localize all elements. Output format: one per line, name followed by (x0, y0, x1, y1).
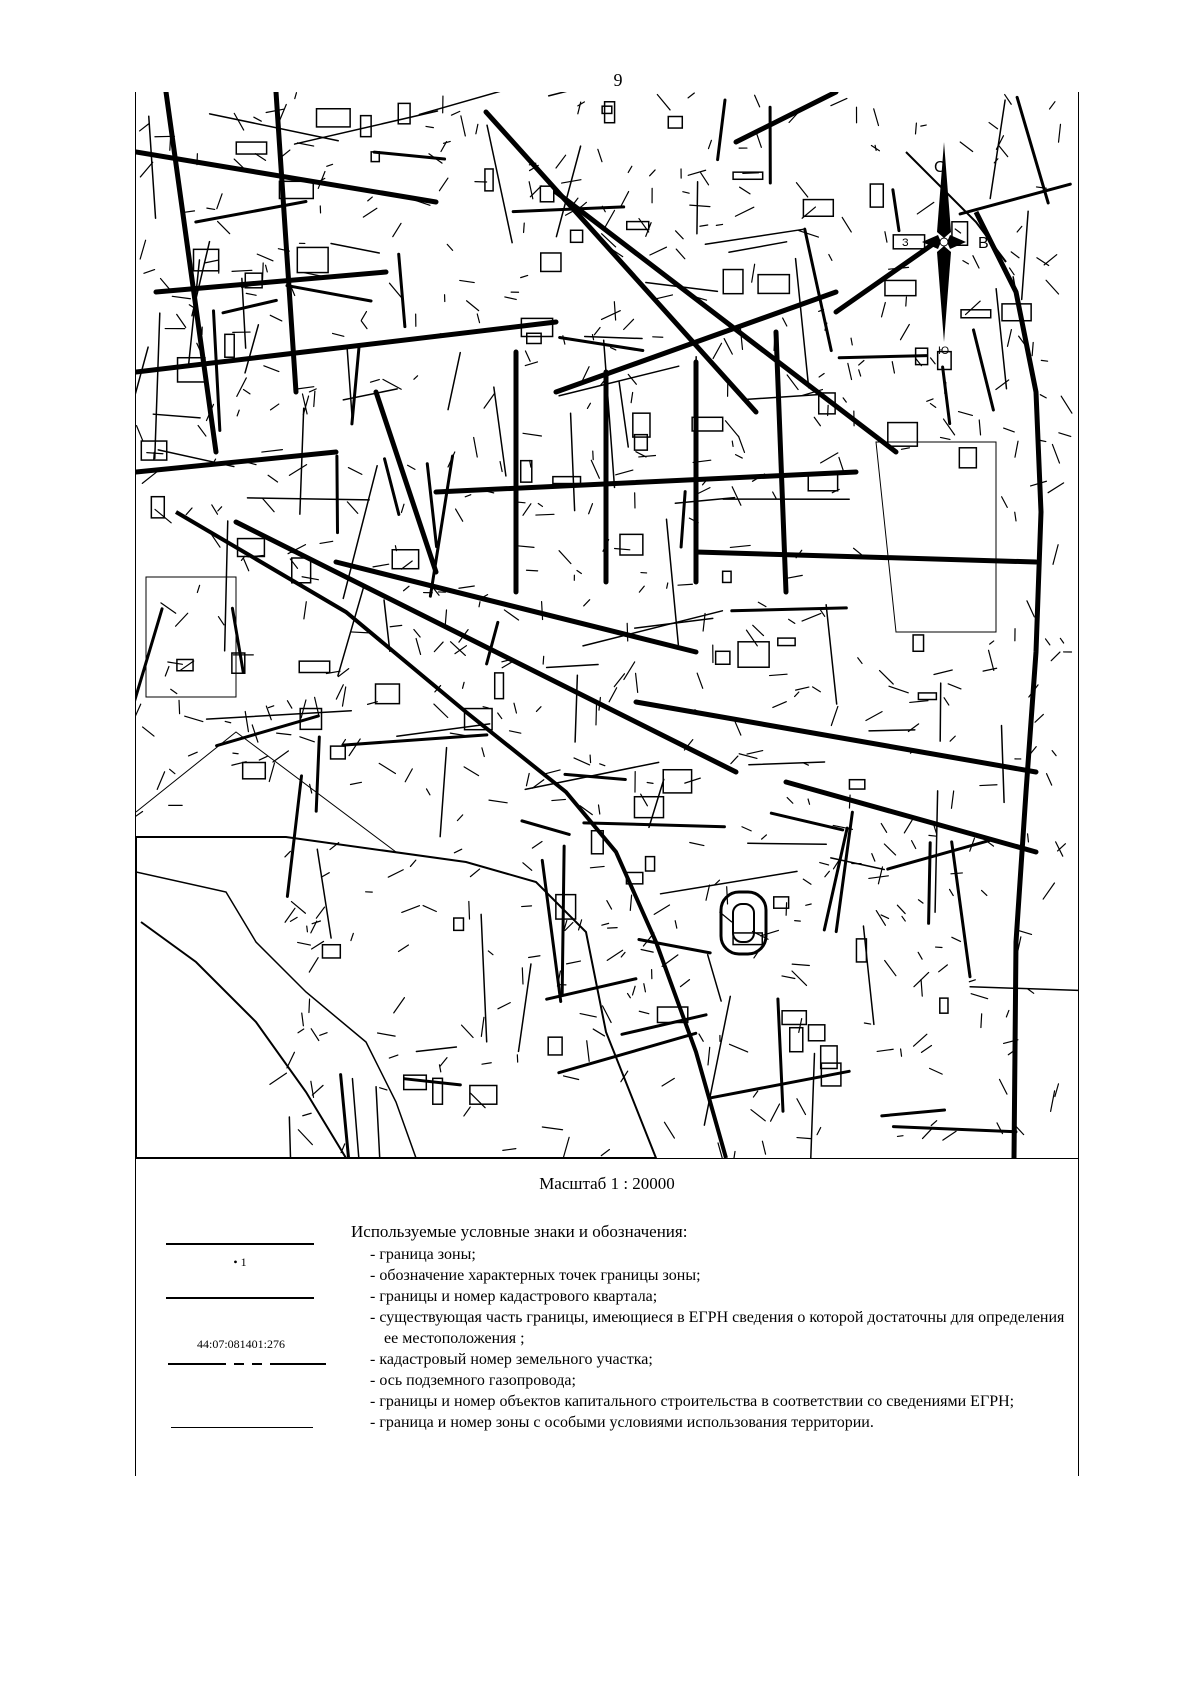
legend-item: - граница и номер зоны с особыми условиями использования территории. (370, 1414, 874, 1431)
compass-east: В (978, 235, 989, 252)
cadastral-boundary (136, 732, 396, 852)
zone-boundary-symbol (166, 1243, 314, 1245)
map-sheet (135, 92, 1079, 1476)
legend-list (356, 1244, 1071, 1433)
parcel-number-symbol: 44:07:081401:276 (196, 1337, 285, 1351)
compass-west: З (902, 237, 909, 249)
compass-south: Ю (938, 345, 950, 357)
cadastral-quarter-symbol (166, 1297, 314, 1299)
cadastral-block (146, 577, 236, 697)
railway (976, 212, 1041, 1158)
legend-item: - кадастровый номер земельного участка; (370, 1351, 653, 1368)
boundary-point-symbol: • 1 (233, 1255, 247, 1269)
legend-item: - граница зоны; (370, 1246, 476, 1263)
legend-item: - существующая часть границы, имеющиеся в ЕГРН сведения о которой достаточны для определения ее местоположения ; (370, 1309, 1065, 1347)
map-scale: Масштаб 1 : 20000 (539, 1174, 675, 1193)
legend-item: - границы и номер объектов капитального строительства в соответствии со сведениями ЕГРН; (370, 1393, 1015, 1410)
legend-item: - обозначение характерных точек границы зоны; (370, 1267, 701, 1284)
gas-pipeline-symbol (168, 1362, 326, 1366)
legend-item: - границы и номер кадастрового квартала; (370, 1288, 658, 1305)
page-number: 9 (613, 70, 623, 90)
map-area[interactable] (136, 92, 1078, 1159)
legend-item: - ось подземного газопровода; (370, 1372, 576, 1389)
river-area (136, 837, 656, 1158)
compass-north: С (934, 159, 946, 176)
legend-title: Используемые условные знаки и обозначения: (351, 1222, 688, 1241)
city-map (136, 92, 1078, 1158)
special-zone-symbol (171, 1427, 313, 1428)
industrial-zone (876, 442, 996, 632)
